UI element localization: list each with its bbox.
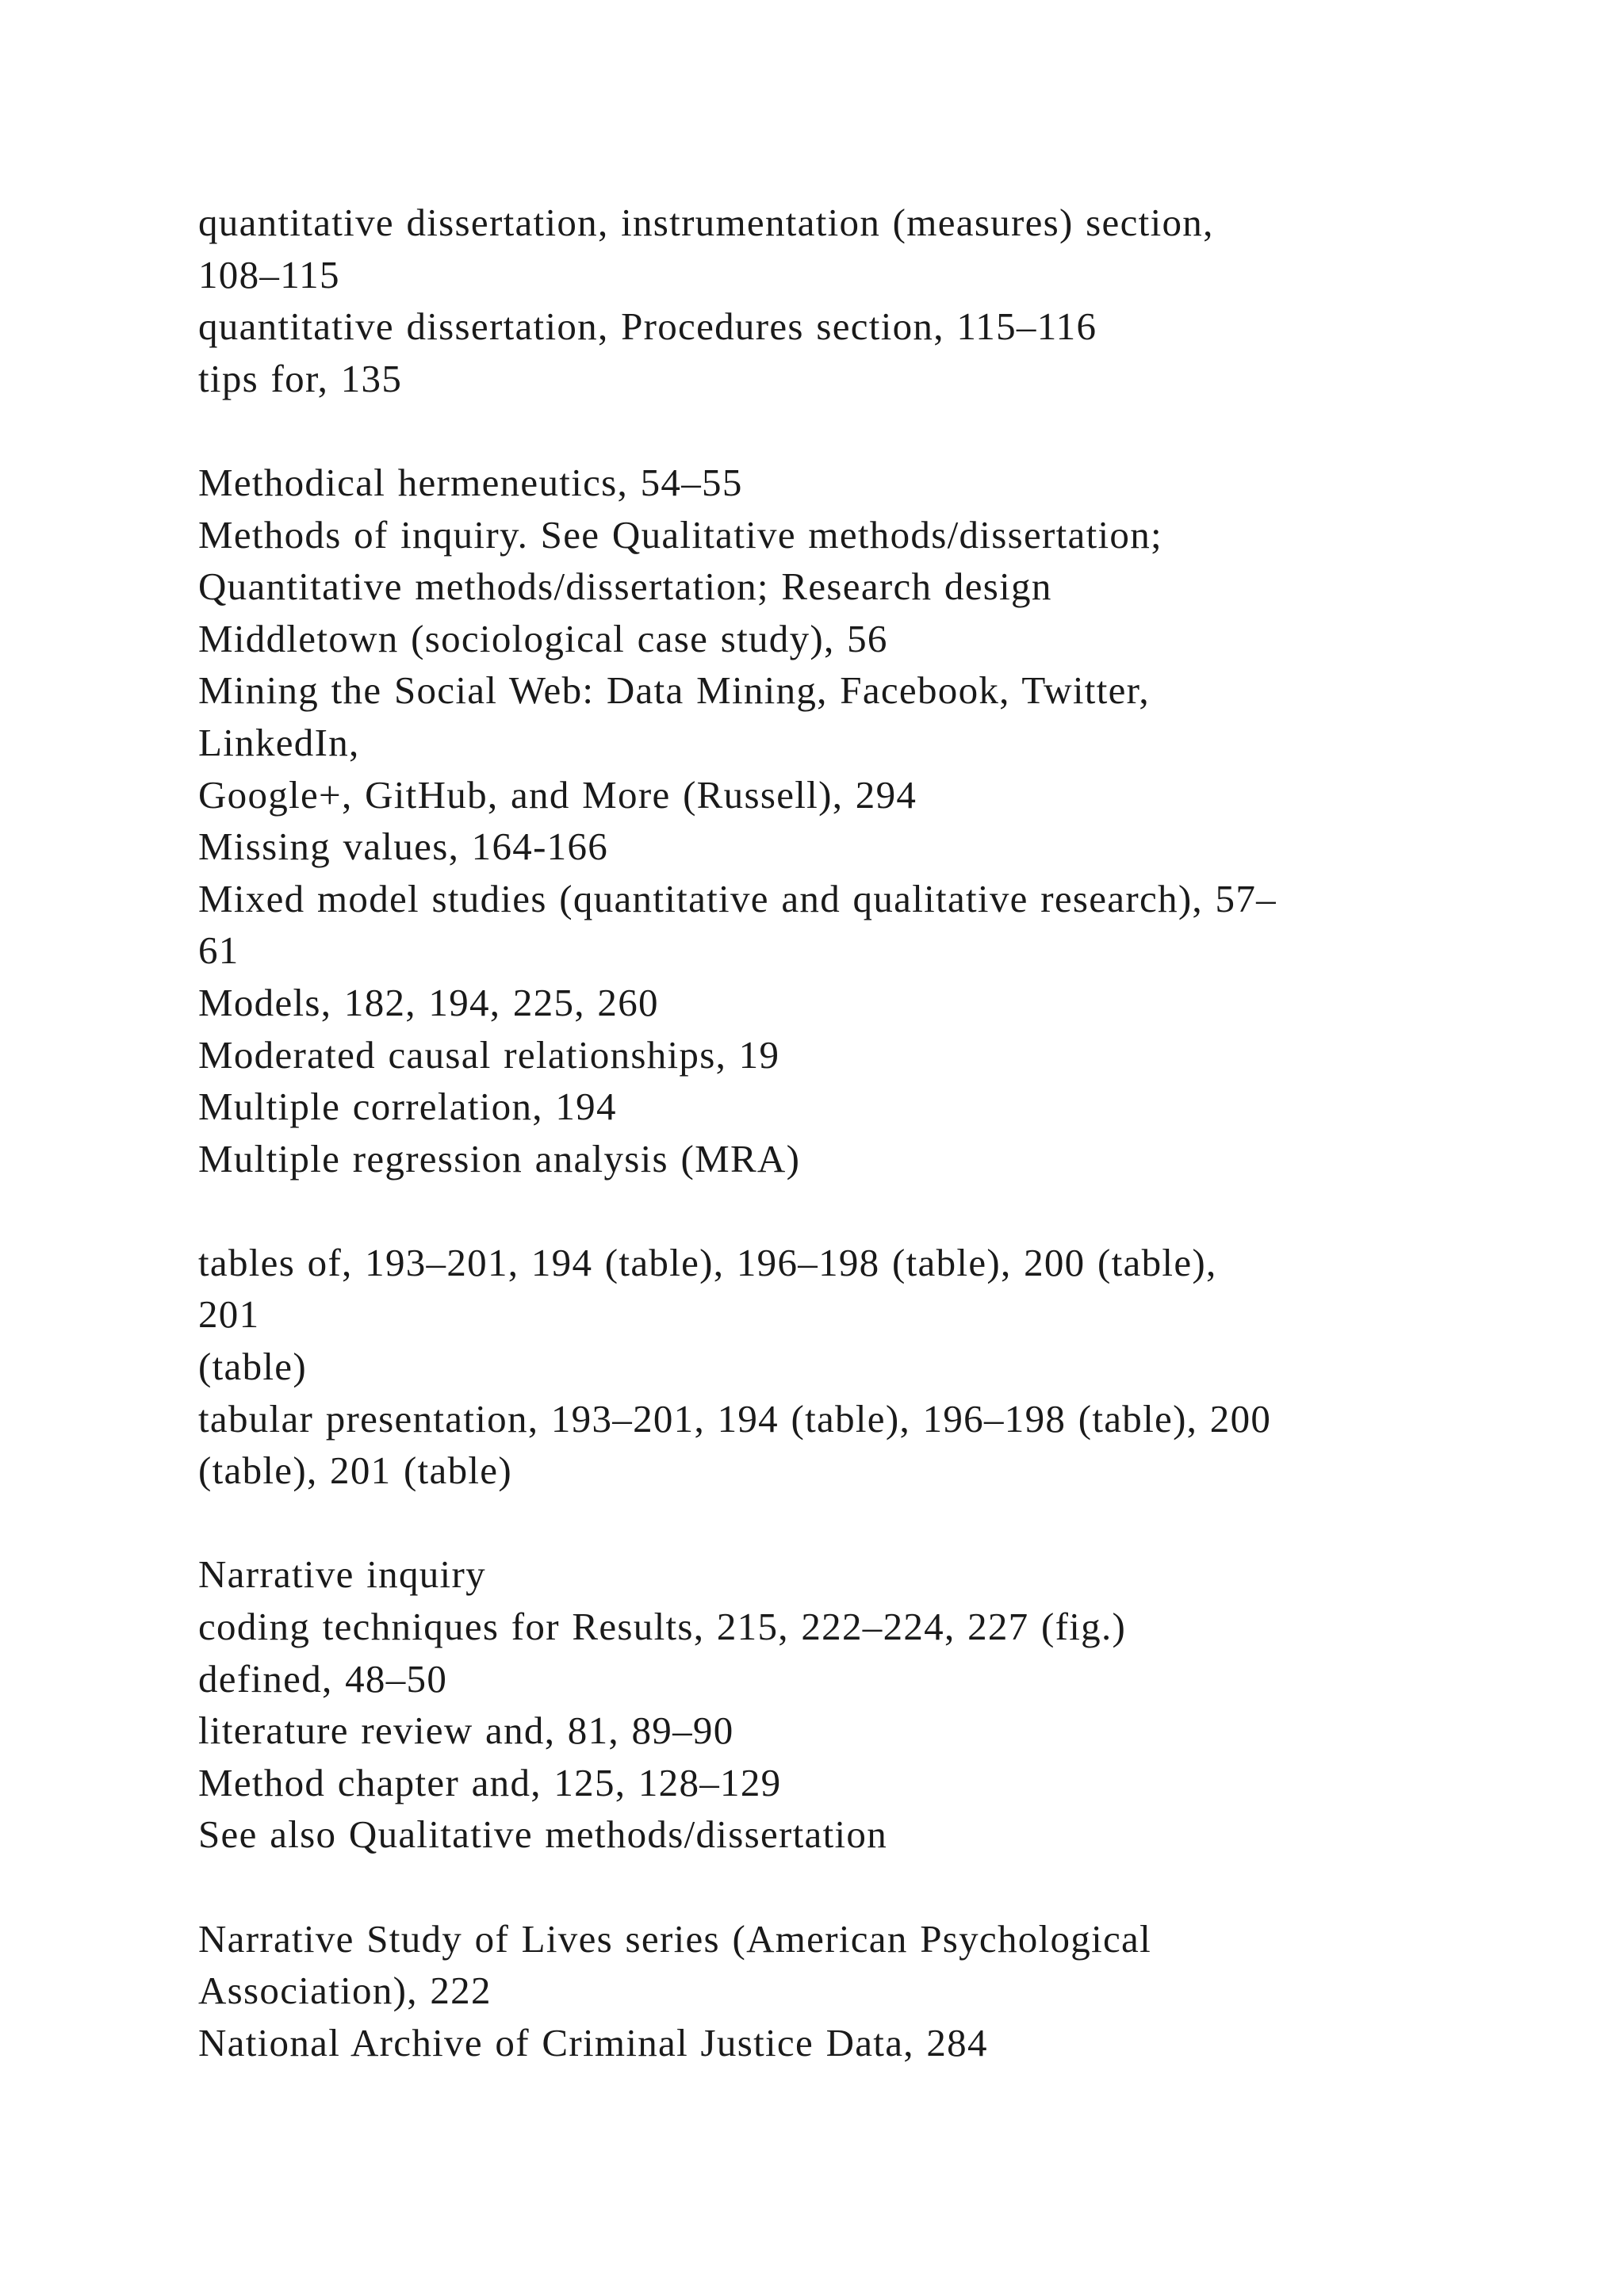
index-line: Association), 222: [198, 1969, 492, 2013]
index-line: 201: [198, 1292, 260, 1337]
index-line: 61: [198, 928, 239, 973]
index-line: tables of, 193–201, 194 (table), 196–198 (table), 200 (table),: [198, 1240, 1217, 1284]
index-line: 108–115: [198, 252, 340, 297]
index-line: (table), 201 (table): [198, 1448, 512, 1493]
index-line: LinkedIn,: [198, 720, 360, 764]
index-line: tabular presentation, 193–201, 194 (table), 196–198 (table), 200: [198, 1396, 1272, 1441]
index-line: Middletown (sociological case study), 56: [198, 616, 888, 660]
index-line: Moderated causal relationships, 19: [198, 1032, 780, 1077]
index-line: Narrative Study of Lives series (American Psychological: [198, 1916, 1152, 1961]
index-line: Mixed model studies (quantitative and qualitative research), 57–: [198, 876, 1277, 920]
index-line: See also Qualitative methods/dissertation: [198, 1812, 887, 1857]
index-line: quantitative dissertation, Procedures section, 115–116: [198, 304, 1097, 349]
blank-line: [198, 404, 1546, 457]
index-line: Methodical hermeneutics, 54–55: [198, 460, 743, 504]
blank-line: [198, 1184, 1546, 1237]
index-page: [198, 197, 1546, 2068]
index-line: literature review and, 81, 89–90: [198, 1709, 734, 1753]
index-line: National Archive of Criminal Justice Data, 284: [198, 2020, 988, 2064]
index-line: quantitative dissertation, instrumentation (measures) section,: [198, 201, 1214, 244]
index-line: Mining the Social Web: Data Mining, Facebook, Twitter,: [198, 668, 1150, 713]
index-line: Multiple correlation, 194: [198, 1085, 617, 1129]
index-line: Google+, GitHub, and More (Russell), 294: [198, 772, 917, 817]
blank-line: [198, 1497, 1546, 1549]
index-line: (table): [198, 1345, 307, 1389]
index-line: defined, 48–50: [198, 1656, 448, 1701]
index-line: Methods of inquiry. See Qualitative methods/dissertation;: [198, 512, 1162, 557]
blank-line: [198, 1861, 1546, 1913]
index-line: Method chapter and, 125, 128–129: [198, 1760, 782, 1804]
index-line: coding techniques for Results, 215, 222–224, 227 (fig.): [198, 1605, 1127, 1649]
index-line: tips for, 135: [198, 356, 403, 400]
index-line: Narrative inquiry: [198, 1552, 486, 1597]
index-line: Multiple regression analysis (MRA): [198, 1136, 801, 1181]
index-line: Missing values, 164-166: [198, 825, 609, 869]
index-line: Quantitative methods/dissertation; Research design: [198, 564, 1052, 609]
index-line: Models, 182, 194, 225, 260: [198, 980, 659, 1024]
